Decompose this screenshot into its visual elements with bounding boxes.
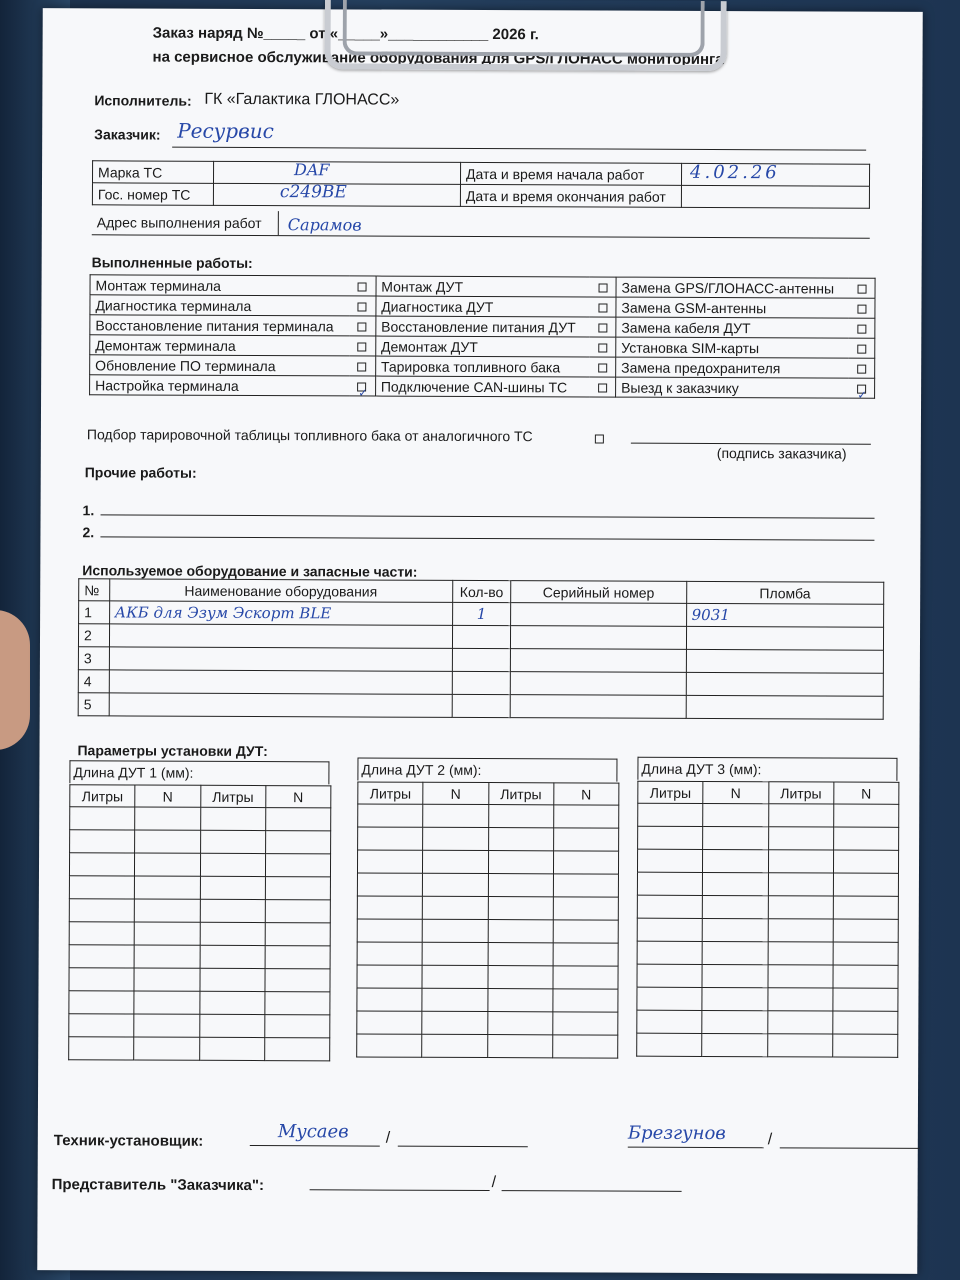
dut-cell[interactable] bbox=[637, 849, 702, 872]
dut-row bbox=[357, 850, 618, 874]
dut-cell[interactable] bbox=[200, 945, 265, 968]
equipment-cell-serial bbox=[511, 626, 686, 650]
dut-cell[interactable] bbox=[553, 897, 618, 920]
vehicle-table bbox=[92, 160, 870, 208]
dut-cell[interactable] bbox=[768, 873, 833, 896]
dut-cell[interactable] bbox=[200, 922, 265, 945]
dut-cell[interactable] bbox=[637, 918, 702, 941]
equipment-table bbox=[78, 578, 885, 720]
dut-cell[interactable] bbox=[265, 831, 330, 854]
dut-cell[interactable] bbox=[135, 807, 200, 830]
dut-cell[interactable] bbox=[357, 873, 422, 896]
dut-cell[interactable] bbox=[703, 872, 768, 895]
dut-row bbox=[357, 942, 618, 966]
dut-cell[interactable] bbox=[833, 1011, 898, 1034]
dut-row bbox=[69, 968, 330, 992]
dut-cell[interactable] bbox=[488, 805, 553, 828]
rep-label: Представитель "Заказчика": bbox=[51, 1176, 265, 1195]
tech-sign-2: Брезгунов bbox=[627, 1122, 726, 1145]
dut-cell[interactable] bbox=[552, 1035, 617, 1058]
dut-cell[interactable] bbox=[702, 918, 767, 941]
work-checkbox-col2-4[interactable] bbox=[598, 364, 607, 373]
dut-cell[interactable] bbox=[833, 850, 898, 873]
dut-title: Параметры установки ДУТ: bbox=[77, 742, 268, 760]
start-value: 4.02.26 bbox=[690, 161, 780, 184]
work-checkbox-col3-3[interactable] bbox=[857, 345, 866, 354]
equipment-cell-name bbox=[109, 624, 452, 648]
dut-col-header: Литры bbox=[638, 781, 703, 803]
dut-col-header: Литры bbox=[200, 785, 265, 807]
dut-cell[interactable] bbox=[833, 988, 898, 1011]
table-row bbox=[78, 693, 883, 720]
equipment-cell-n: 5 bbox=[78, 693, 109, 716]
tech-label: Техник-установщик: bbox=[53, 1132, 204, 1150]
address-value: Сарамов bbox=[287, 215, 362, 235]
dut-cell[interactable] bbox=[702, 1033, 767, 1056]
work-checkbox-col1-4[interactable] bbox=[357, 363, 366, 372]
dut-cell[interactable] bbox=[199, 1014, 264, 1037]
other-work-1: 1. bbox=[82, 502, 95, 519]
work-checkbox-col2-0[interactable] bbox=[598, 284, 607, 293]
dut-col-header: N bbox=[834, 782, 899, 804]
dut-row bbox=[637, 872, 898, 896]
works-title: Выполненные работы: bbox=[91, 254, 253, 272]
dut-3-label: Длина ДУТ 3 (мм): bbox=[641, 760, 762, 778]
work-label-col2-4: Тарировка топливного бака bbox=[375, 356, 589, 377]
brand-label: Марка ТС bbox=[92, 161, 213, 184]
dut-cell[interactable] bbox=[135, 830, 200, 853]
dut-cell[interactable] bbox=[553, 920, 618, 943]
work-checkbox-col1-0[interactable] bbox=[358, 283, 367, 292]
work-checkbox-col2-5[interactable] bbox=[598, 384, 607, 393]
dut-cell[interactable] bbox=[358, 827, 423, 850]
dut-row bbox=[70, 807, 331, 831]
equipment-title: Используемое оборудование и запасные части: bbox=[82, 562, 418, 580]
dut-cell[interactable] bbox=[357, 1034, 422, 1057]
dut-cell[interactable] bbox=[833, 919, 898, 942]
equipment-header-3: Серийный номер bbox=[511, 581, 686, 604]
dut-cell[interactable] bbox=[637, 964, 702, 987]
work-label-col1-3: Демонтаж терминала bbox=[90, 335, 349, 356]
title-line-2: на сервисное обслуживание оборудования для GPS/ГЛОНАСС мониторинга bbox=[152, 48, 724, 69]
dut-cell[interactable] bbox=[265, 992, 330, 1015]
dut-cell[interactable] bbox=[702, 964, 767, 987]
dut-cell[interactable] bbox=[199, 991, 264, 1014]
dut-cell[interactable] bbox=[69, 945, 134, 968]
dut-row bbox=[69, 899, 330, 923]
dut-col-header: N bbox=[266, 786, 331, 808]
executor-value: ГК «Галактика ГЛОНАСС» bbox=[204, 90, 400, 109]
dut-cell[interactable] bbox=[768, 896, 833, 919]
document-page bbox=[37, 8, 922, 1274]
work-checkbox-col2-1[interactable] bbox=[598, 304, 607, 313]
work-checkbox-col3-2[interactable] bbox=[857, 325, 866, 334]
dut-cell[interactable] bbox=[134, 945, 199, 968]
tech-sign-1: Мусаев bbox=[277, 1121, 349, 1143]
dut-cell[interactable] bbox=[487, 1035, 552, 1058]
work-label-col3-4: Замена предохранителя bbox=[616, 357, 849, 378]
dut-cell[interactable] bbox=[422, 988, 487, 1011]
dut-cell[interactable] bbox=[70, 830, 135, 853]
dut-cell[interactable] bbox=[553, 805, 618, 828]
tech-slash-2: / bbox=[767, 1131, 773, 1149]
dut-2-table bbox=[356, 781, 619, 1058]
dut-cell[interactable] bbox=[69, 899, 134, 922]
dut-cell[interactable] bbox=[69, 853, 134, 876]
dut-col-header: N bbox=[135, 785, 200, 807]
equipment-cell-qty bbox=[452, 671, 511, 694]
dut-cell[interactable] bbox=[200, 853, 265, 876]
dut-cell[interactable] bbox=[833, 827, 898, 850]
dut-row bbox=[357, 873, 618, 897]
work-checkbox-col3-4[interactable] bbox=[857, 365, 866, 374]
dut-col-header: Литры bbox=[768, 782, 833, 804]
work-checkbox-col1-1[interactable] bbox=[358, 303, 367, 312]
equipment-cell-seal bbox=[686, 695, 884, 719]
dut-cell[interactable] bbox=[768, 827, 833, 850]
dut-cell[interactable] bbox=[488, 828, 553, 851]
work-checkbox-col1-2[interactable] bbox=[358, 323, 367, 332]
dut-cell[interactable] bbox=[200, 899, 265, 922]
dut-cell[interactable] bbox=[200, 830, 265, 853]
work-checkbox-col1-5[interactable] bbox=[357, 383, 368, 400]
end-label: Дата и время окончания работ bbox=[460, 184, 681, 207]
dut-cell[interactable] bbox=[487, 966, 552, 989]
equipment-cell-n: 2 bbox=[78, 624, 109, 647]
work-label-col3-1: Замена GSM-антенны bbox=[616, 297, 849, 318]
other-work-2: 2. bbox=[82, 524, 95, 541]
dut-row bbox=[69, 922, 330, 946]
dut-cell[interactable] bbox=[200, 876, 265, 899]
dut-row bbox=[70, 830, 331, 854]
dut-cell[interactable] bbox=[69, 1014, 134, 1037]
dut-cell[interactable] bbox=[69, 991, 134, 1014]
work-checkbox-col1-3[interactable] bbox=[358, 343, 367, 352]
dut-col-header: Литры bbox=[70, 785, 135, 807]
dut-row bbox=[637, 1010, 898, 1034]
equipment-cell-n: 3 bbox=[78, 647, 109, 670]
dut-cell[interactable] bbox=[134, 1037, 199, 1060]
dut-cell[interactable] bbox=[423, 873, 488, 896]
dut-cell[interactable] bbox=[833, 965, 898, 988]
dut-cell[interactable] bbox=[768, 850, 833, 873]
plate-value: с249ВЕ bbox=[279, 182, 347, 203]
dut-cell[interactable] bbox=[553, 874, 618, 897]
dut-row bbox=[69, 1037, 330, 1061]
start-label: Дата и время начала работ bbox=[460, 162, 681, 185]
dut-row bbox=[357, 1034, 618, 1058]
equipment-cell-qty bbox=[452, 648, 511, 671]
dut-row bbox=[357, 896, 618, 920]
work-label-col1-0: Монтаж терминала bbox=[90, 275, 349, 296]
dut-row bbox=[69, 945, 330, 969]
work-label-col3-3: Установка SIM-карты bbox=[616, 337, 849, 358]
dut-cell[interactable] bbox=[768, 942, 833, 965]
dut-cell[interactable] bbox=[423, 850, 488, 873]
dut-cell[interactable] bbox=[553, 851, 618, 874]
dut-cell[interactable] bbox=[422, 1034, 487, 1057]
dut-1-label: Длина ДУТ 1 (мм): bbox=[73, 764, 194, 781]
dut-cell[interactable] bbox=[265, 923, 330, 946]
dut-row bbox=[69, 991, 330, 1015]
dut-cell[interactable] bbox=[69, 876, 134, 899]
dut-cell[interactable] bbox=[134, 1014, 199, 1037]
dut-2-label: Длина ДУТ 2 (мм): bbox=[361, 761, 482, 779]
work-label-col1-2: Восстановление питания терминала bbox=[90, 315, 349, 336]
dut-cell[interactable] bbox=[488, 851, 553, 874]
dut-cell[interactable] bbox=[422, 1011, 487, 1034]
dut-1-table bbox=[68, 784, 331, 1061]
equipment-cell-name bbox=[109, 670, 452, 694]
dut-row bbox=[637, 895, 898, 919]
customer-label: Заказчик: bbox=[94, 126, 161, 143]
work-label-col2-0: Монтаж ДУТ bbox=[376, 276, 590, 297]
dut-cell[interactable] bbox=[637, 941, 702, 964]
dut-row bbox=[357, 919, 618, 943]
signature-caption: (подпись заказчика) bbox=[716, 445, 847, 462]
dut-cell[interactable] bbox=[638, 803, 703, 826]
dut-cell[interactable] bbox=[767, 965, 832, 988]
dut-cell[interactable] bbox=[637, 872, 702, 895]
dut-row bbox=[637, 987, 898, 1011]
address-label: Адрес выполнения работ bbox=[96, 214, 262, 232]
dut-cell[interactable] bbox=[487, 1012, 552, 1035]
work-label-col3-0: Замена GPS/ГЛОНАСС-антенны bbox=[616, 277, 849, 298]
dut-cell[interactable] bbox=[832, 1034, 897, 1057]
work-label-col2-5: Подключение CAN-шины ТС bbox=[375, 376, 589, 397]
work-label-col2-1: Диагностика ДУТ bbox=[376, 296, 590, 317]
equipment-cell-seal bbox=[686, 626, 884, 650]
work-label-col2-3: Демонтаж ДУТ bbox=[376, 336, 590, 357]
dut-cell[interactable] bbox=[702, 987, 767, 1010]
dut-cell[interactable] bbox=[135, 853, 200, 876]
dut-cell[interactable] bbox=[833, 804, 898, 827]
work-checkbox-col3-1[interactable] bbox=[857, 305, 866, 314]
dut-cell[interactable] bbox=[703, 849, 768, 872]
dut-3-table bbox=[636, 781, 899, 1058]
dut-row bbox=[69, 1014, 330, 1038]
dut-cell[interactable] bbox=[553, 966, 618, 989]
dut-cell[interactable] bbox=[553, 989, 618, 1012]
dut-cell[interactable] bbox=[702, 941, 767, 964]
dut-cell[interactable] bbox=[487, 989, 552, 1012]
equipment-cell-name bbox=[109, 647, 452, 671]
dut-cell[interactable] bbox=[768, 919, 833, 942]
equipment-header-4: Пломба bbox=[686, 581, 884, 604]
work-label-col1-4: Обновление ПО терминала bbox=[90, 355, 349, 376]
dut-cell[interactable] bbox=[265, 969, 330, 992]
dut-col-header: Литры bbox=[358, 782, 423, 804]
dut-cell[interactable] bbox=[767, 1011, 832, 1034]
dut-cell[interactable] bbox=[357, 850, 422, 873]
dut-cell[interactable] bbox=[199, 1037, 264, 1060]
dut-cell[interactable] bbox=[767, 1034, 832, 1057]
dut-row bbox=[637, 964, 898, 988]
work-label-col1-5: Настройка терминала bbox=[90, 375, 349, 396]
dut-cell[interactable] bbox=[553, 1012, 618, 1035]
equipment-cell-qty bbox=[452, 625, 511, 648]
dut-cell[interactable] bbox=[702, 1010, 767, 1033]
dut-cell[interactable] bbox=[638, 826, 703, 849]
dut-cell[interactable] bbox=[357, 1011, 422, 1034]
dut-col-header: Литры bbox=[488, 783, 553, 805]
dut-cell[interactable] bbox=[358, 804, 423, 827]
dut-row bbox=[358, 804, 619, 828]
dut-cell[interactable] bbox=[69, 1037, 134, 1060]
tariff-checkbox[interactable] bbox=[595, 434, 604, 443]
dut-cell[interactable] bbox=[135, 876, 200, 899]
dut-cell[interactable] bbox=[423, 896, 488, 919]
dut-cell[interactable] bbox=[357, 965, 422, 988]
dut-cell[interactable] bbox=[488, 920, 553, 943]
works-table bbox=[89, 274, 876, 402]
dut-row bbox=[638, 803, 899, 827]
equipment-cell-seal: 9031 bbox=[686, 603, 884, 627]
dut-cell[interactable] bbox=[768, 804, 833, 827]
dut-cell[interactable] bbox=[199, 968, 264, 991]
work-checkbox-col3-5[interactable] bbox=[857, 385, 867, 402]
equipment-cell-n: 4 bbox=[78, 670, 109, 693]
dut-cell[interactable] bbox=[70, 807, 135, 830]
clipboard-clip-inner bbox=[343, 0, 705, 57]
dut-cell[interactable] bbox=[833, 896, 898, 919]
customer-line bbox=[172, 147, 866, 151]
dut-cell[interactable] bbox=[637, 1033, 702, 1056]
dut-cell[interactable] bbox=[135, 899, 200, 922]
brand-value: DAF bbox=[294, 160, 330, 180]
dut-cell[interactable] bbox=[553, 943, 618, 966]
dut-row bbox=[637, 941, 898, 965]
other-works-title: Прочие работы: bbox=[84, 464, 197, 481]
dut-row bbox=[358, 827, 619, 851]
check-mark-icon: ✓ bbox=[857, 389, 867, 402]
dut-cell[interactable] bbox=[423, 827, 488, 850]
dut-cell[interactable] bbox=[265, 808, 330, 831]
title-line-1: Заказ наряд №_____ от «_____»____________ 2026 г. bbox=[152, 24, 539, 44]
dut-cell[interactable] bbox=[200, 807, 265, 830]
check-mark-icon: ✓ bbox=[358, 387, 368, 400]
thumb bbox=[0, 610, 30, 750]
dut-cell[interactable] bbox=[703, 803, 768, 826]
dut-cell[interactable] bbox=[703, 895, 768, 918]
equipment-cell-seal bbox=[686, 672, 884, 696]
dut-row bbox=[69, 853, 330, 877]
dut-cell[interactable] bbox=[265, 854, 330, 877]
dut-col-header: N bbox=[423, 782, 488, 804]
work-label-col3-2: Замена кабеля ДУТ bbox=[616, 317, 849, 338]
equipment-cell-serial bbox=[511, 603, 686, 627]
dut-row bbox=[357, 1011, 618, 1035]
dut-cell[interactable] bbox=[265, 1015, 330, 1038]
dut-col-header: N bbox=[554, 783, 619, 805]
equipment-cell-seal bbox=[686, 649, 884, 673]
equipment-cell-qty bbox=[452, 694, 511, 717]
dut-row bbox=[357, 965, 618, 989]
dut-cell[interactable] bbox=[488, 874, 553, 897]
end-value bbox=[681, 185, 869, 208]
dut-row bbox=[637, 1033, 898, 1057]
dut-cell[interactable] bbox=[357, 942, 422, 965]
dut-row bbox=[637, 918, 898, 942]
dut-cell[interactable] bbox=[488, 897, 553, 920]
dut-cell[interactable] bbox=[833, 873, 898, 896]
dut-cell[interactable] bbox=[265, 946, 330, 969]
work-label-col1-1: Диагностика терминала bbox=[90, 295, 349, 316]
dut-cell[interactable] bbox=[265, 900, 330, 923]
equipment-cell-qty: 1 bbox=[452, 602, 511, 625]
dut-cell[interactable] bbox=[423, 804, 488, 827]
dut-cell[interactable] bbox=[553, 828, 618, 851]
dut-cell[interactable] bbox=[767, 988, 832, 1011]
equipment-cell-name bbox=[109, 693, 452, 717]
dut-row bbox=[357, 988, 618, 1012]
customer-handwritten: Ресурвис bbox=[177, 118, 274, 144]
dut-cell[interactable] bbox=[637, 895, 702, 918]
dut-cell[interactable] bbox=[134, 922, 199, 945]
dut-cell[interactable] bbox=[488, 943, 553, 966]
dut-cell[interactable] bbox=[69, 968, 134, 991]
dut-cell[interactable] bbox=[833, 942, 898, 965]
dut-cell[interactable] bbox=[637, 1010, 702, 1033]
dut-cell[interactable] bbox=[422, 919, 487, 942]
work-checkbox-col2-3[interactable] bbox=[598, 344, 607, 353]
equipment-header-0: № bbox=[79, 579, 110, 601]
dut-cell[interactable] bbox=[134, 991, 199, 1014]
dut-cell[interactable] bbox=[703, 826, 768, 849]
equipment-cell-serial bbox=[511, 649, 686, 673]
dut-cell[interactable] bbox=[265, 877, 330, 900]
dut-row bbox=[69, 876, 330, 900]
tech-slash-1: / bbox=[385, 1129, 391, 1147]
equipment-cell-name: АКБ для Эзум Эскорт BLE bbox=[109, 601, 452, 625]
dut-cell[interactable] bbox=[422, 965, 487, 988]
equipment-header-2: Кол-во bbox=[452, 580, 511, 602]
equipment-cell-serial bbox=[510, 695, 685, 719]
dut-row bbox=[637, 849, 898, 873]
dut-cell[interactable] bbox=[357, 988, 422, 1011]
tariff-label: Подбор тарировочной таблицы топливного бака от аналогичного ТС bbox=[86, 426, 533, 445]
dut-cell[interactable] bbox=[134, 968, 199, 991]
work-label-col2-2: Восстановление питания ДУТ bbox=[376, 316, 590, 337]
executor-label: Исполнитель: bbox=[94, 92, 192, 109]
dut-cell[interactable] bbox=[264, 1038, 329, 1061]
dut-cell[interactable] bbox=[69, 922, 134, 945]
work-checkbox-col2-2[interactable] bbox=[598, 324, 607, 333]
dut-row bbox=[638, 826, 899, 850]
dut-cell[interactable] bbox=[357, 919, 422, 942]
work-checkbox-col3-0[interactable] bbox=[857, 285, 866, 294]
dut-cell[interactable] bbox=[422, 942, 487, 965]
equipment-cell-n: 1 bbox=[79, 601, 110, 624]
work-label-col3-5: Выезд к заказчику bbox=[616, 377, 849, 398]
dut-col-header: N bbox=[703, 781, 768, 803]
rep-slash: / bbox=[491, 1174, 497, 1192]
plate-label: Гос. номер ТС bbox=[92, 183, 213, 206]
dut-cell[interactable] bbox=[357, 896, 422, 919]
equipment-cell-serial bbox=[511, 672, 686, 696]
dut-cell[interactable] bbox=[637, 987, 702, 1010]
equipment-header-1: Наименование оборудования bbox=[109, 579, 452, 602]
